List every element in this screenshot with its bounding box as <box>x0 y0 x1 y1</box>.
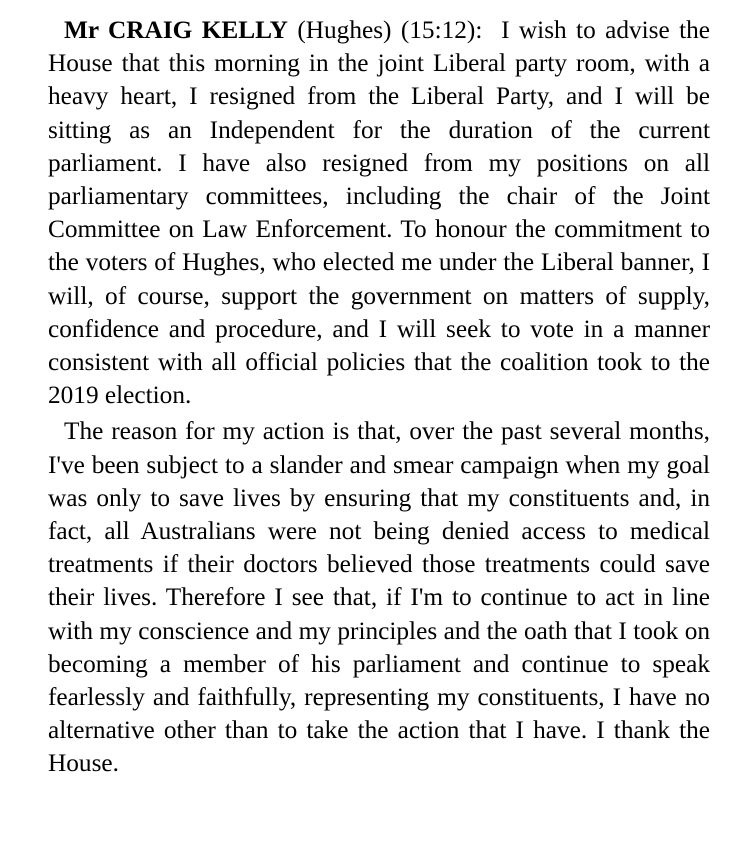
speaker-electorate: (Hughes) <box>297 16 392 44</box>
speech-text-2: The reason for my action is that, over the past several months, I've been subject to a slander and smear campaign when my goal was only to save lives by ensuring that my constituents and, in fact, all Australians were not being denied access to medical treatments if their doctors believed those treatments could save their lives. Therefore I see that, if I'm to continue to act in line with my conscience and my principles and the oath that I took on becoming a member of his parliament and continue to speak fearlessly and faithfully, representing my constituents, I have no alternative other than to take the action that I have. I thank the House. <box>48 417 710 778</box>
speech-timestamp: (15:12): <box>400 16 483 44</box>
hansard-excerpt <box>48 14 710 781</box>
speech-text-1: I wish to advise the House that this morning in the joint Liberal party room, with a heavy heart, I resigned from the Liberal Party, and I will be sitting as an Independent for the duration of the current parliament. I have also resigned from my positions on all parliamentary committees, including the chair of the Joint Committee on Law Enforcement. To honour the commitment to the voters of Hughes, who elected me under the Liberal banner, I will, of course, support the government on matters of supply, confidence and procedure, and I will seek to vote in a manner consistent with all official policies that the coalition took to the 2019 election. <box>48 16 711 410</box>
speaker-name: Mr CRAIG KELLY <box>64 16 288 44</box>
speech-paragraph-1 <box>48 14 710 412</box>
speech-paragraph-2 <box>48 415 710 780</box>
